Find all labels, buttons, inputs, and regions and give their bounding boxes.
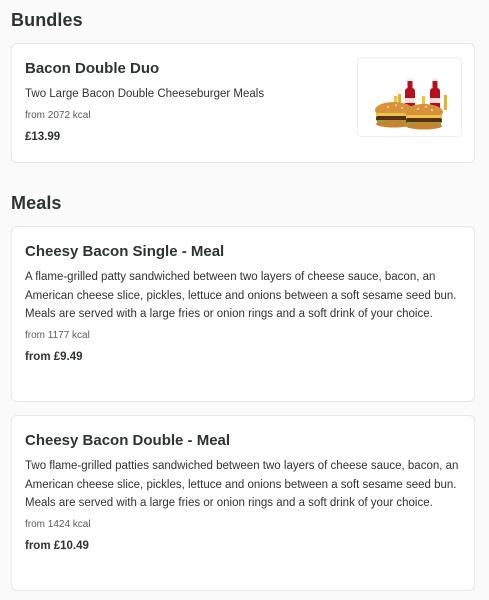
item-kcal: from 1424 kcal [25, 518, 91, 530]
item-image[interactable] [357, 57, 462, 137]
item-kcal: from 1177 kcal [25, 329, 90, 341]
section-title-meals: Meals [11, 193, 62, 213]
item-price: £13.99 [25, 130, 61, 143]
item-price: from £10.49 [25, 539, 89, 552]
item-description: Two flame-grilled patties sandwiched between two layers of cheese sauce, bacon, an American cheese slice, pickles, lettuce and onions between a soft sesame seed bun. Meals are served with a large fries or onion rings and a soft drink of your choice. [25, 460, 459, 509]
item-description: Two Large Bacon Double Cheeseburger Meals [25, 88, 265, 100]
item-kcal: from 2072 kcal [25, 109, 91, 121]
item-description: A flame-grilled patty sandwiched between two layers of cheese sauce, bacon, an American cheese slice, pickles, lettuce and onions between a soft sesame seed bun. Meals are served with a large fries or onion rings and a soft drink of your choice. [25, 271, 457, 320]
section-title-bundles: Bundles [11, 10, 83, 30]
menu-item-card-cheesy-bacon-double-meal[interactable] [11, 415, 475, 591]
item-name: Bacon Double Duo [25, 60, 160, 77]
menu-item-card-bacon-double-duo[interactable] [11, 43, 475, 163]
item-price: from £9.49 [25, 350, 83, 363]
burger-meal-image-icon [358, 58, 461, 136]
item-name: Cheesy Bacon Double - Meal [25, 432, 231, 449]
item-name: Cheesy Bacon Single - Meal [25, 243, 225, 260]
menu-item-card-cheesy-bacon-single-meal[interactable] [11, 226, 475, 402]
